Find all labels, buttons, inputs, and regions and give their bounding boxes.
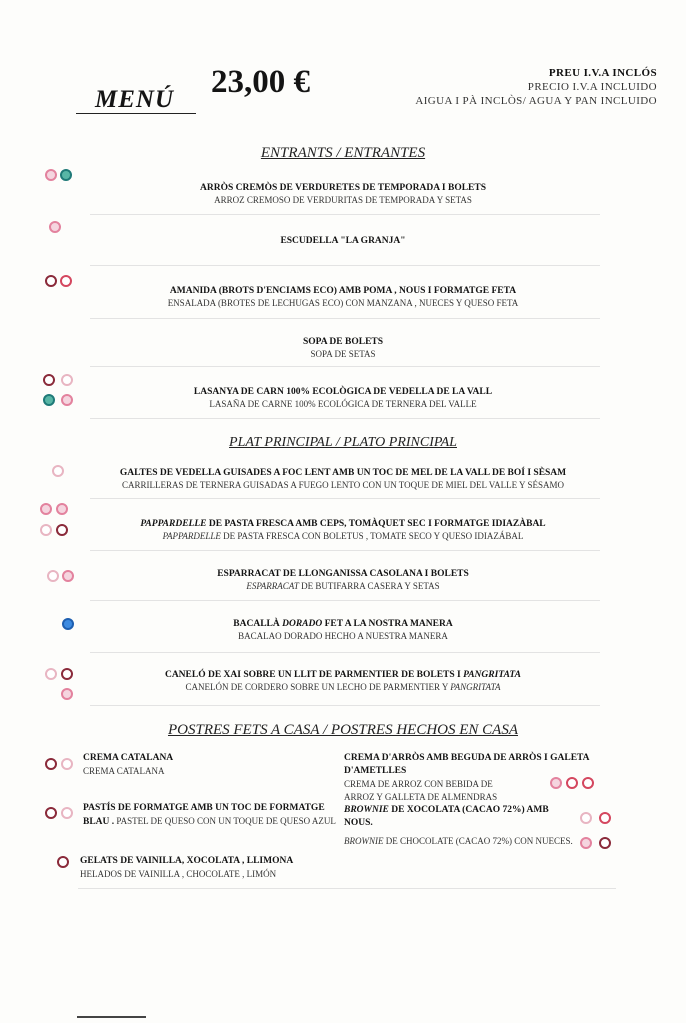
dish-name-es-rest: DE BUTIFARRA CASERA Y SETAS bbox=[298, 581, 440, 591]
dessert-name-es-rest: DE CHOCOLATE (CACAO 72%) CON NUECES. bbox=[383, 836, 573, 846]
dessert-name-es: HELADOS DE VAINILLA , CHOCOLATE , LIMÓN bbox=[80, 869, 277, 879]
allergen-icon bbox=[566, 777, 578, 789]
allergen-icon bbox=[580, 837, 592, 849]
allergen-icon bbox=[49, 221, 61, 233]
dish-main-5 bbox=[90, 669, 596, 693]
dish-name-ca-rest: FET A LA NOSTRA MANERA bbox=[322, 619, 453, 629]
dish-name-es: LASAÑA DE CARNE 100% ECOLÓGICA DE TERNERA DEL VALLE bbox=[209, 399, 477, 409]
allergen-icon bbox=[61, 688, 73, 700]
tax-info bbox=[415, 66, 657, 108]
dish-name-es: BACALAO DORADO HECHO A NUESTRA MANERA bbox=[238, 631, 448, 641]
dish-name-es-italic: PAPPARDELLE bbox=[162, 531, 221, 541]
dish-name-es-italic: PANGRITATA bbox=[450, 682, 501, 692]
dish-name-ca-italic: DORADO bbox=[282, 619, 323, 629]
dish-name-ca-rest: DE PASTA FRESCA AMB CEPS, TOMÀQUET SEC I FORMATGE IDIAZÀBAL bbox=[206, 519, 546, 529]
dish-name-ca-italic: PANGRITATA bbox=[463, 670, 522, 680]
divider bbox=[90, 366, 600, 367]
dish-name-ca-rest: CANELÓ DE XAI SOBRE UN LLIT DE PARMENTIER DE BOLETS I bbox=[164, 670, 464, 680]
section-heading-starters: ENTRANTS / ENTRANTES bbox=[260, 145, 426, 161]
dish-name-ca: GALTES DE VEDELLA GUISADES A FOC LENT AMB UN TOC DE MEL DE LA VALL DE BOÍ I SÈSAM bbox=[119, 468, 567, 478]
divider bbox=[90, 600, 600, 601]
dessert-1 bbox=[83, 752, 323, 778]
dish-starter-5 bbox=[90, 386, 596, 410]
divider bbox=[90, 550, 600, 551]
section-heading-desserts: POSTRES FETS A CASA / POSTRES HECHOS EN CASA bbox=[167, 722, 518, 738]
dish-name-es: CARRILLERAS DE TERNERA GUISADAS A FUEGO LENTO CON UN TOQUE DE MIEL DEL VALLE Y SÉSAMO bbox=[122, 480, 564, 490]
menu-price: 23,00 € bbox=[211, 64, 310, 100]
dessert-name-ca: GELATS DE VAINILLA, XOCOLATA , LLIMONA bbox=[80, 856, 294, 866]
allergen-icon bbox=[62, 618, 74, 630]
dish-name-ca bbox=[90, 618, 596, 630]
dish-starter-3 bbox=[90, 285, 596, 309]
dish-starter-4 bbox=[90, 336, 596, 360]
dish-name-es-rest: CANELÓN DE CORDERO SOBRE UN LECHO DE PARMENTIER Y bbox=[185, 682, 451, 692]
allergen-icon bbox=[45, 758, 57, 770]
section-heading-mains: PLAT PRINCIPAL / PLATO PRINCIPAL bbox=[229, 435, 457, 450]
allergen-icon bbox=[61, 807, 73, 819]
dish-name-es-italic: ESPARRACAT bbox=[246, 581, 299, 591]
dessert-name-ca: CREMA D'ARRÒS AMB BEGUDA DE ARRÒS I GALETA D'AMETLLES bbox=[344, 753, 590, 776]
dish-name-ca bbox=[90, 669, 596, 681]
dessert-5 bbox=[344, 804, 578, 848]
dessert-name-es: CREMA DE ARROZ CON BEBIDA DE ARROZ Y GALLETA DE ALMENDRAS bbox=[344, 779, 498, 802]
dessert-3 bbox=[80, 855, 340, 881]
dish-name-ca-italic: PAPPARDELLE bbox=[140, 519, 207, 529]
divider bbox=[90, 498, 600, 499]
dish-name-ca: ARRÒS CREMÒS DE VERDURETES DE TEMPORADA I BOLETS bbox=[199, 183, 487, 193]
allergen-icon bbox=[550, 777, 562, 789]
dessert-name-es bbox=[344, 835, 578, 848]
dish-name-ca: SOPA DE BOLETS bbox=[302, 337, 384, 347]
dish-main-1 bbox=[90, 467, 596, 491]
allergen-icon bbox=[60, 275, 72, 287]
allergen-icon bbox=[582, 777, 594, 789]
dish-name-es: SOPA DE SETAS bbox=[310, 349, 376, 359]
allergen-icon bbox=[43, 394, 55, 406]
dish-main-3 bbox=[90, 568, 596, 592]
divider bbox=[78, 888, 616, 889]
divider bbox=[90, 418, 600, 419]
allergen-icon bbox=[62, 570, 74, 582]
dish-name-ca: AMANIDA (BROTS D'ENCIAMS ECO) AMB POMA , NOUS I FORMATGE FETA bbox=[169, 286, 517, 296]
dessert-name-ca-rest: DE XOCOLATA (CACAO 72%) AMB NOUS. bbox=[344, 805, 549, 828]
allergen-icon bbox=[40, 524, 52, 536]
dish-main-2 bbox=[90, 518, 596, 542]
allergen-icon bbox=[61, 758, 73, 770]
allergen-icon bbox=[52, 465, 64, 477]
dish-name-es bbox=[90, 681, 596, 693]
allergen-icon bbox=[599, 837, 611, 849]
allergen-icon bbox=[599, 812, 611, 824]
allergen-icon bbox=[43, 374, 55, 386]
dish-name-ca: ESPARRACAT DE LLONGANISSA CASOLANA I BOLETS bbox=[217, 569, 469, 579]
allergen-icon bbox=[45, 668, 57, 680]
dessert-2 bbox=[83, 802, 338, 829]
dish-starter-1 bbox=[90, 182, 596, 206]
divider bbox=[90, 214, 600, 215]
allergen-icon bbox=[61, 374, 73, 386]
allergen-icon bbox=[61, 668, 73, 680]
dessert-name-ca: PASTÍS DE FORMATGE AMB UN TOC DE FORMATGE BLAU . bbox=[83, 803, 325, 827]
bottom-rule bbox=[77, 1016, 146, 1018]
allergen-icon bbox=[47, 570, 59, 582]
dish-name-ca-pre: BACALLÀ bbox=[233, 619, 283, 629]
dessert-name-es: PASTEL DE QUESO CON UN TOQUE DE QUESO AZUL bbox=[114, 816, 336, 826]
allergen-icon bbox=[40, 503, 52, 515]
dish-main-4 bbox=[90, 618, 596, 642]
dish-name-es bbox=[90, 580, 596, 592]
dessert-name-es-italic: BROWNIE bbox=[344, 836, 384, 846]
dish-name-es-rest: DE PASTA FRESCA CON BOLETUS , TOMATE SECO Y QUESO IDIAZÁBAL bbox=[220, 531, 524, 541]
allergen-icon bbox=[580, 812, 592, 824]
menu-title: MENÚ bbox=[95, 86, 175, 113]
dish-name-ca: ESCUDELLA "LA GRANJA" bbox=[280, 236, 406, 246]
tax-info-ca: PREU I.V.A INCLÓS bbox=[548, 67, 657, 79]
allergen-icon bbox=[45, 275, 57, 287]
dish-name-es bbox=[90, 530, 596, 542]
allergen-icon bbox=[45, 807, 57, 819]
dish-name-es: ENSALADA (BROTES DE LECHUGAS ECO) CON MANZANA , NUECES Y QUESO FETA bbox=[167, 298, 519, 308]
menu-title-underline bbox=[76, 113, 196, 114]
divider bbox=[90, 318, 600, 319]
dish-starter-2 bbox=[90, 235, 596, 247]
dish-name-ca: LASANYA DE CARN 100% ECOLÒGICA DE VEDELLA DE LA VALL bbox=[193, 387, 493, 397]
allergen-icon bbox=[57, 856, 69, 868]
dessert-name-ca bbox=[344, 804, 578, 830]
allergen-icon bbox=[56, 503, 68, 515]
dessert-name-es: CREMA CATALANA bbox=[83, 766, 165, 776]
allergen-icon bbox=[61, 394, 73, 406]
dish-name-es: ARROZ CREMOSO DE VERDURITAS DE TEMPORADA Y SETAS bbox=[214, 195, 472, 205]
dish-name-ca bbox=[90, 518, 596, 530]
divider bbox=[90, 265, 600, 266]
allergen-icon bbox=[56, 524, 68, 536]
divider bbox=[90, 705, 600, 706]
dessert-name-ca: CREMA CATALANA bbox=[83, 753, 174, 763]
divider bbox=[90, 652, 600, 653]
tax-info-es: PRECIO I.V.A INCLUIDO bbox=[527, 81, 657, 93]
dessert-name-ca-italic: BROWNIE bbox=[344, 805, 389, 815]
water-bread-info: AIGUA I PÀ INCLÒS/ AGUA Y PAN INCLUIDO bbox=[415, 95, 657, 107]
allergen-icon bbox=[60, 169, 72, 181]
allergen-icon bbox=[45, 169, 57, 181]
